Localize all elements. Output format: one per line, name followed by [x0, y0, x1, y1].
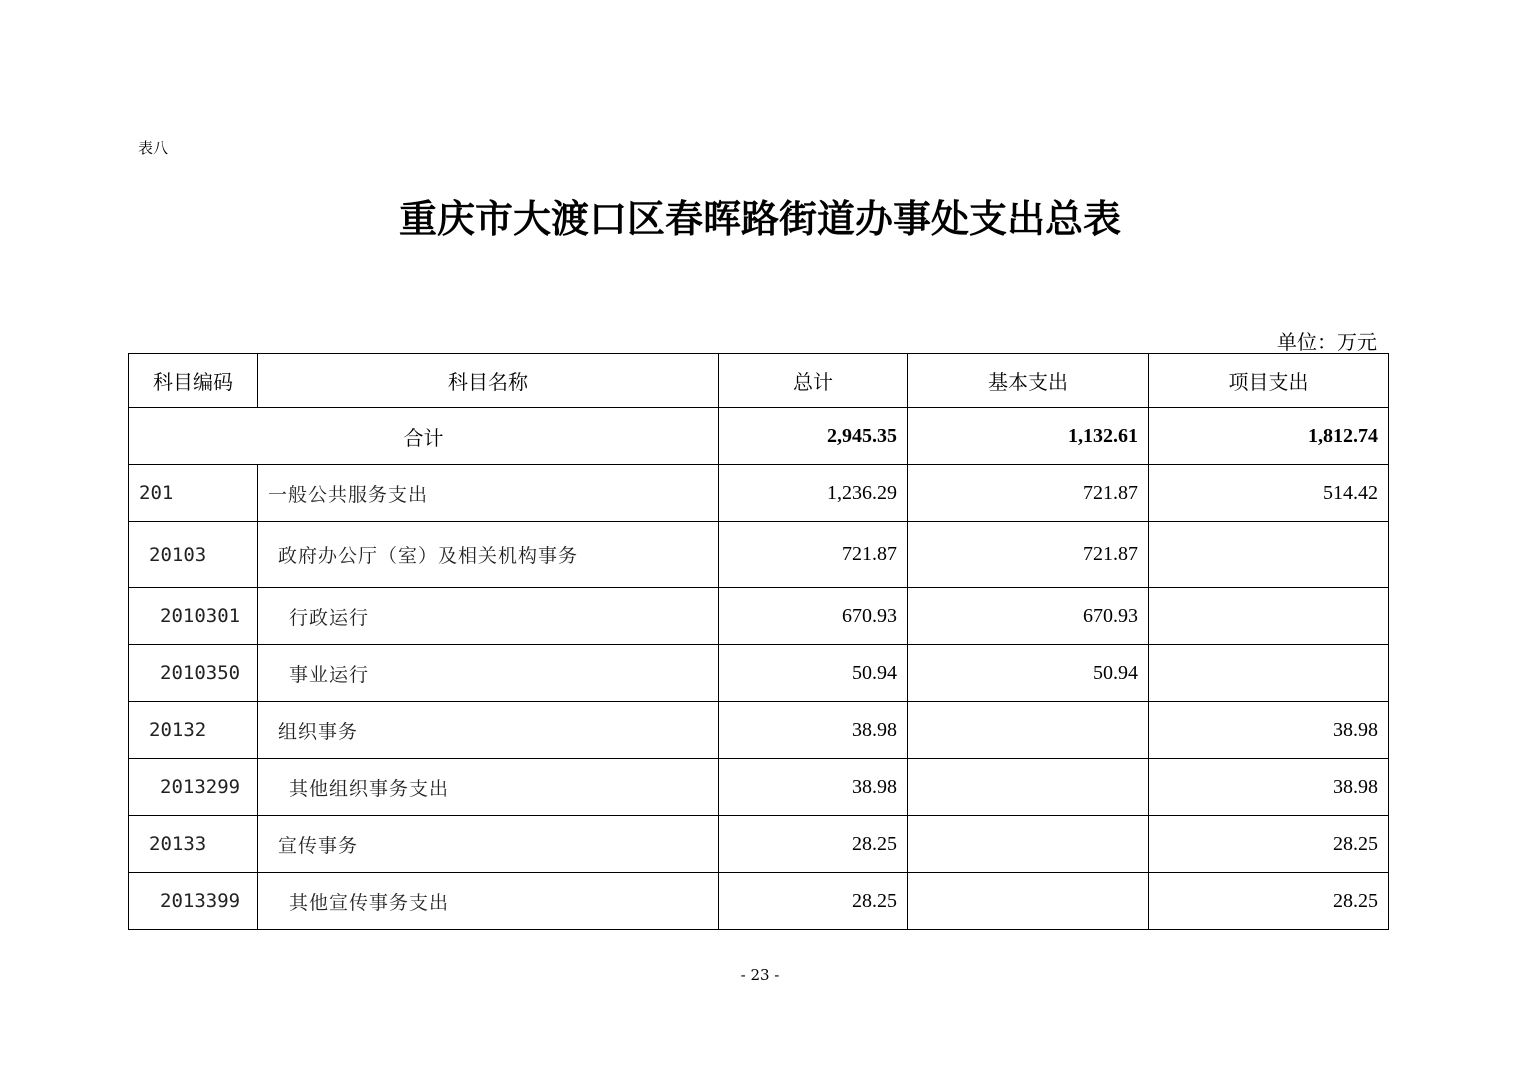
row-total: 38.98	[719, 759, 908, 816]
row-total: 670.93	[719, 588, 908, 645]
total-label: 合计	[129, 408, 719, 465]
row-code: 20103	[129, 522, 258, 588]
row-project	[1149, 645, 1389, 702]
row-basic	[908, 702, 1149, 759]
row-name: 宣传事务	[258, 816, 719, 873]
row-code: 2010350	[129, 645, 258, 702]
row-total: 28.25	[719, 816, 908, 873]
total-row	[129, 408, 1389, 465]
row-name: 其他组织事务支出	[258, 759, 719, 816]
row-basic	[908, 873, 1149, 930]
total-basic-value: 1,132.61	[908, 408, 1149, 465]
row-total: 1,236.29	[719, 465, 908, 522]
table-row	[129, 873, 1389, 930]
row-total: 38.98	[719, 702, 908, 759]
row-name: 一般公共服务支出	[258, 465, 719, 522]
header-name: 科目名称	[258, 354, 719, 408]
row-code: 201	[129, 465, 258, 522]
row-code: 20133	[129, 816, 258, 873]
row-basic: 721.87	[908, 465, 1149, 522]
row-basic: 670.93	[908, 588, 1149, 645]
row-project: 38.98	[1149, 759, 1389, 816]
row-code: 20132	[129, 702, 258, 759]
table-label: 表八	[138, 139, 169, 157]
total-project-value: 1,812.74	[1149, 408, 1389, 465]
unit-label: 单位：万元	[1277, 330, 1377, 354]
row-name: 政府办公厅（室）及相关机构事务	[258, 522, 719, 588]
header-basic: 基本支出	[908, 354, 1149, 408]
header-total: 总计	[719, 354, 908, 408]
header-code: 科目编码	[129, 354, 258, 408]
table-row	[129, 759, 1389, 816]
total-value: 2,945.35	[719, 408, 908, 465]
table-row	[129, 702, 1389, 759]
row-basic: 50.94	[908, 645, 1149, 702]
header-project: 项目支出	[1149, 354, 1389, 408]
page-title: 重庆市大渡口区春晖路街道办事处支出总表	[398, 197, 1121, 241]
row-name: 行政运行	[258, 588, 719, 645]
table-row	[129, 816, 1389, 873]
row-project	[1149, 588, 1389, 645]
expenditure-table	[128, 353, 1389, 930]
row-basic: 721.87	[908, 522, 1149, 588]
row-project: 514.42	[1149, 465, 1389, 522]
row-basic	[908, 816, 1149, 873]
table-row	[129, 645, 1389, 702]
row-code: 2013299	[129, 759, 258, 816]
row-total: 721.87	[719, 522, 908, 588]
row-total: 50.94	[719, 645, 908, 702]
table-row	[129, 465, 1389, 522]
row-project: 38.98	[1149, 702, 1389, 759]
row-project: 28.25	[1149, 816, 1389, 873]
row-total: 28.25	[719, 873, 908, 930]
page-number: - 23 -	[740, 966, 780, 984]
row-code: 2010301	[129, 588, 258, 645]
row-basic	[908, 759, 1149, 816]
row-code: 2013399	[129, 873, 258, 930]
table-row	[129, 588, 1389, 645]
table-header-row	[129, 354, 1389, 408]
row-name: 其他宣传事务支出	[258, 873, 719, 930]
row-name: 事业运行	[258, 645, 719, 702]
table-row	[129, 522, 1389, 588]
row-project	[1149, 522, 1389, 588]
row-project: 28.25	[1149, 873, 1389, 930]
row-name: 组织事务	[258, 702, 719, 759]
